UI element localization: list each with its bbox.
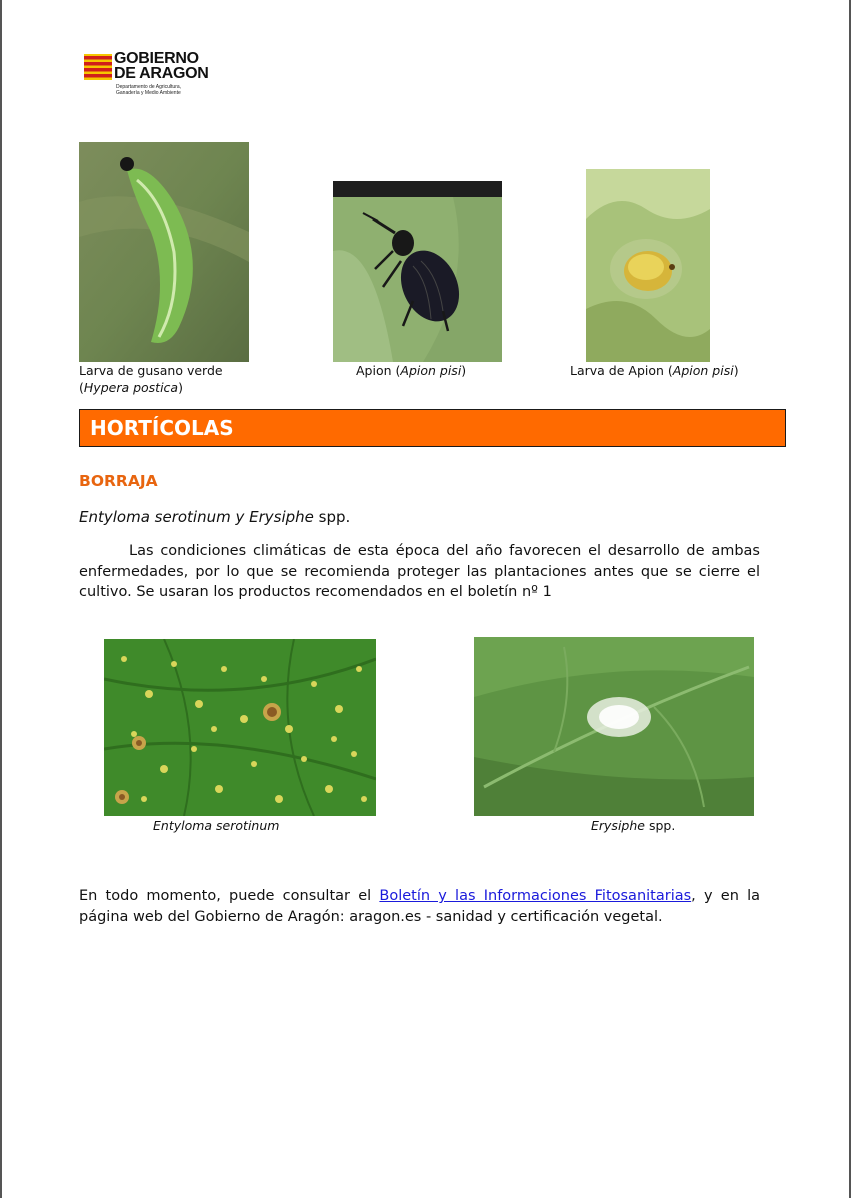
photo-hypera-larva xyxy=(79,142,249,362)
section-header-horticolas xyxy=(79,409,786,447)
aragon-flag-icon xyxy=(84,54,112,80)
body-paragraph: Las condiciones climáticas de esta época del año favorecen el desarrollo de ambas enfermedades, por lo que se recomienda proteger las plantaciones antes que se cierre el cultivo. Se usaran los productos recomendados en el boletín nº 1 xyxy=(79,543,760,600)
caption-entyloma: Entyloma serotinum xyxy=(153,818,280,833)
gobierno-aragon-logo xyxy=(80,48,222,102)
species-line: Entyloma serotinum y Erysiphe spp. xyxy=(79,508,351,526)
footer-paragraph: En todo momento, puede consultar el Boletín y las Informaciones Fitosanitarias, y en la página web del Gobierno de Aragón: aragon.es - sanidad y certificación vegetal. xyxy=(79,888,761,925)
caption-hypera-larva: Larva de gusano verde (Hypera postica) xyxy=(79,363,223,395)
photo-erysiphe xyxy=(474,637,754,816)
caption-apion-larva: Larva de Apion (Apion pisi) xyxy=(570,363,739,378)
logo-title: GOBIERNO DE ARAGON xyxy=(114,50,209,82)
photo-apion-larva xyxy=(586,169,710,362)
section-title: HORTÍCOLAS xyxy=(90,416,234,440)
caption-apion-pisi: Apion (Apion pisi) xyxy=(356,363,467,378)
photo-entyloma xyxy=(104,639,376,816)
photo-apion-pisi xyxy=(333,181,502,362)
caption-erysiphe: Erysiphe spp. xyxy=(591,818,676,833)
crop-heading: BORRAJA xyxy=(79,472,158,490)
logo-subtitle: Departamento de Agricultura, Ganadería y Medio Ambiente xyxy=(116,84,182,96)
boletin-link[interactable]: Boletín y las Informaciones Fitosanitarias xyxy=(379,888,692,904)
